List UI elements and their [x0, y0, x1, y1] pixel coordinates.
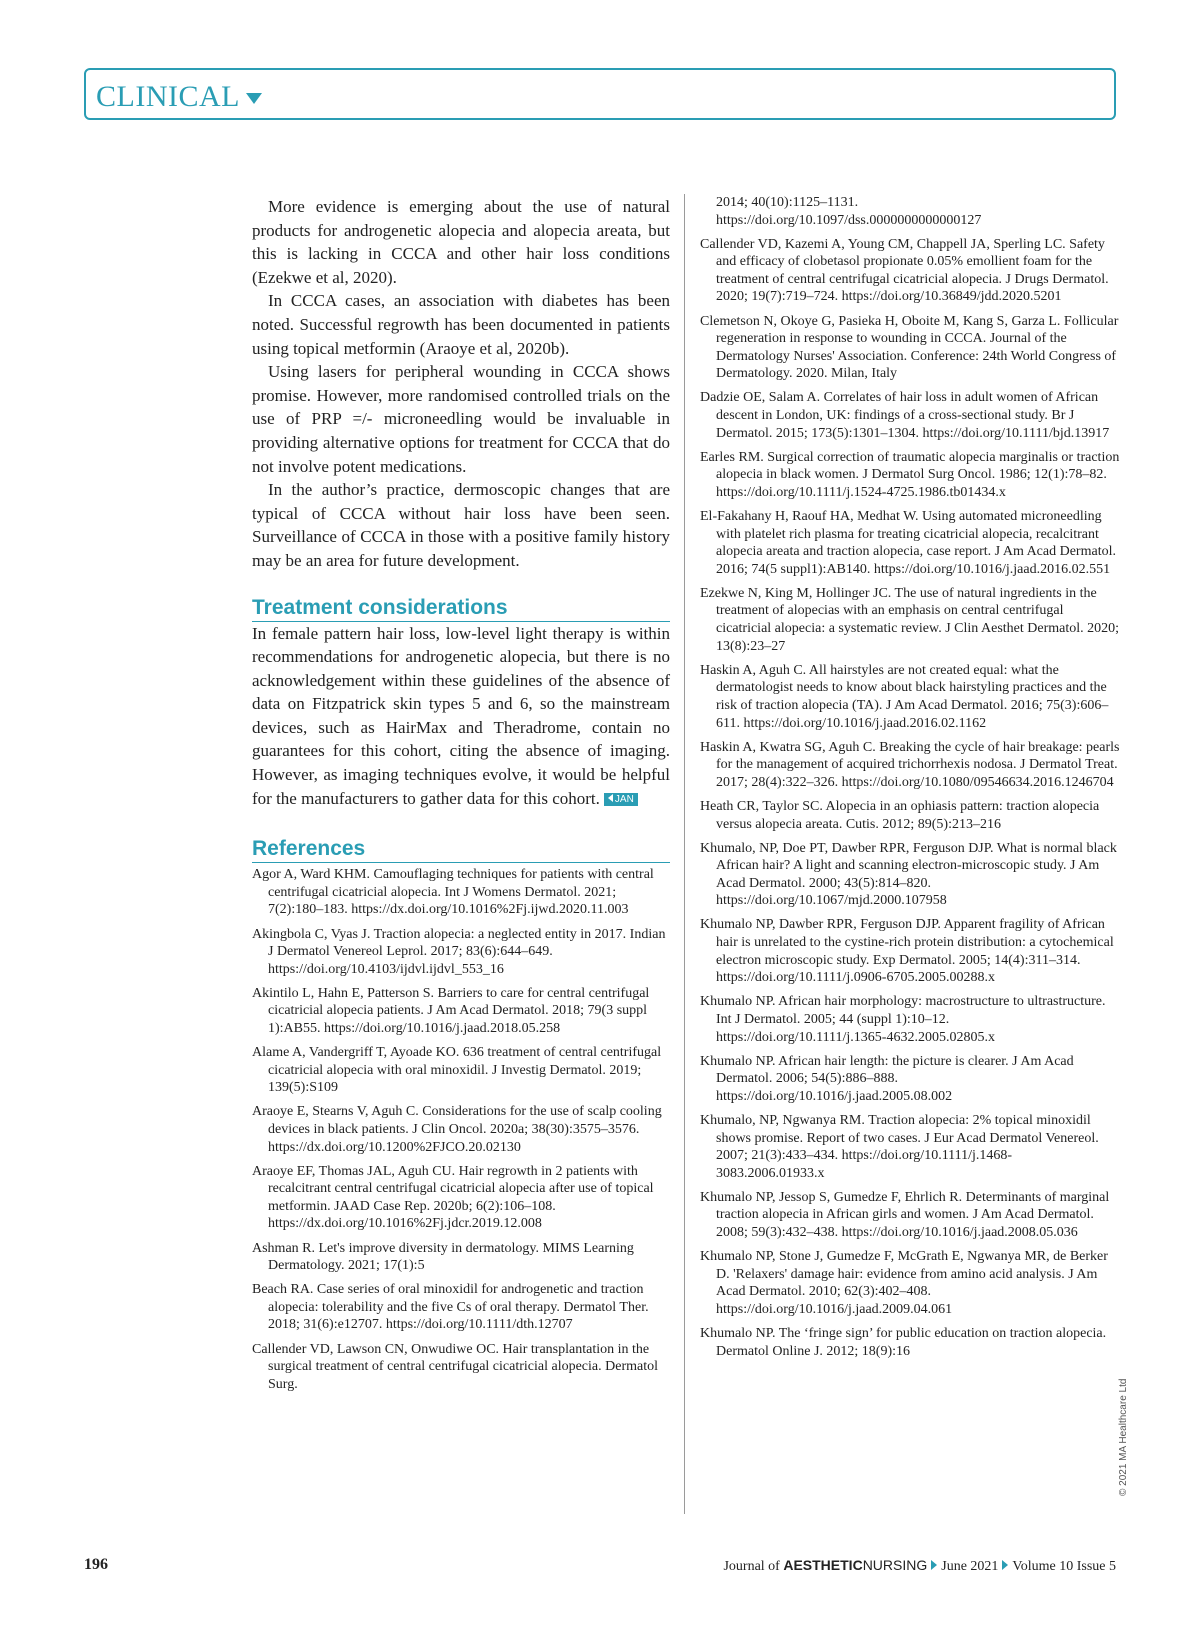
copyright-notice: © 2021 MA Healthcare Ltd [1118, 1378, 1129, 1496]
journal-name-rest: NURSING [862, 1557, 928, 1573]
reference-item: Ezekwe N, King M, Hollinger JC. The use of natural ingredients in the treatment of alopecias with an emphasis on central centrifugal cicatricial alopecia: a systematic review. J Clin Aesthet Dermatol. 2020; 13(8):23–27 [700, 585, 1120, 654]
treatment-heading: Treatment considerations [252, 595, 670, 622]
column-divider [684, 194, 685, 1514]
journal-footer [723, 1557, 1116, 1575]
arrow-left-icon [608, 794, 613, 802]
reference-continuation: 2014; 40(10):1125–1131. https://doi.org/10.1097/dss.0000000000000127 [716, 195, 982, 228]
right-column [700, 194, 1120, 1367]
reference-item: Haskin A, Kwatra SG, Aguh C. Breaking the cycle of hair breakage: pearls for the management of acquired trichorrhexis nodosa. J Dermatol Treat. 2017; 28(4):322–326. https://doi.org/10.1080/09546634.2016.1246704 [700, 739, 1120, 790]
body-paragraph: More evidence is emerging about the use of natural products for androgenetic alopecia and alopecia areata, but this is lacking in CCCA and other hair loss conditions (Ezekwe et al, 2020). [252, 197, 670, 287]
reference-item: Khumalo NP, Jessop S, Gumedze F, Ehrlich R. Determinants of marginal traction alopecia in African girls and women. J Am Acad Dermatol. 2008; 59(3):432–438. https://doi.org/10.1016/j.jaad.2008.05.036 [700, 1189, 1110, 1240]
body-paragraph: In CCCA cases, an association with diabetes has been noted. Successful regrowth has been documented in patients using topical metformin (Araoye et al, 2020b). [252, 291, 670, 358]
reference-item: Clemetson N, Okoye G, Pasieka H, Oboite M, Kang S, Garza L. Follicular regeneration in response to wounding in CCCA. Journal of the Dermatology Nurses' Association. Conference: 24th World Congress of Dermatology. 2020. Milan, Italy [700, 313, 1119, 382]
references-heading: References [252, 836, 670, 863]
reference-item: Ashman R. Let's improve diversity in dermatology. MIMS Learning Dermatology. 2021; 17(1):5 [252, 1240, 634, 1274]
reference-item: Araoye E, Stearns V, Aguh C. Considerations for the use of scalp cooling devices in black patients. J Clin Oncol. 2020a; 38(30):3575–3576. https://dx.doi.org/10.1200%2FJCO.20.02130 [252, 1104, 662, 1155]
jan-end-badge [604, 793, 638, 806]
treatment-text: In female pattern hair loss, low-level light therapy is within recommendations for androgenetic alopecia, but there is no acknowledgement within these guidelines of the absence of data on Fitzpatrick skin types 5 and 6, so the mainstream devices, such as HairMax and Theradrome, contain no guarantees for this cohort, citing the absence of imaging. However, as imaging techniques evolve, it would be helpful for the manufacturers to gather data for this cohort. [252, 623, 670, 808]
journal-prefix: Journal of [723, 1559, 780, 1574]
triangle-right-icon [931, 1560, 937, 1570]
reference-item: Khumalo NP. The ‘fringe sign’ for public education on traction alopecia. Dermatol Online J. 2012; 18(9):16 [700, 1325, 1107, 1359]
reference-item: Akintilo L, Hahn E, Patterson S. Barriers to care for central centrifugal cicatricial alopecia patients. J Am Acad Dermatol. 2018; 79(3 suppl 1):AB55. https://doi.org/10.1016/j.jaad.2018.05.258 [252, 985, 650, 1036]
reference-list-left [252, 866, 670, 1393]
issue-date: June 2021 [941, 1559, 999, 1574]
jan-badge-label: JAN [614, 793, 634, 805]
reference-item: Heath CR, Taylor SC. Alopecia in an ophiasis pattern: traction alopecia versus alopecia areata. Cutis. 2012; 89(5):213–216 [700, 798, 1100, 832]
reference-item: Khumalo NP. African hair length: the picture is clearer. J Am Acad Dermatol. 2006; 54(5):886–888. https://doi.org/10.1016/j.jaad.2005.08.002 [700, 1053, 1074, 1104]
reference-item: Khumalo NP, Stone J, Gumedze F, McGrath E, Ngwanya MR, de Berker D. 'Relaxers' damage hair: evidence from amino acid analysis. J Am Acad Dermatol. 2010; 62(3):402–408. https://doi.org/10.1016/j.jaad.2009.04.061 [700, 1249, 1108, 1317]
reference-item: Akingbola C, Vyas J. Traction alopecia: a neglected entity in 2017. Indian J Dermatol Venereol Leprol. 2017; 83(6):644–649. https://doi.org/10.4103/ijdvl.ijdvl_553_16 [252, 926, 666, 977]
section-title: CLINICAL [96, 80, 240, 113]
triangle-down-icon [246, 93, 262, 104]
triangle-right-icon [1002, 1560, 1008, 1570]
journal-name-bold: AESTHETIC [783, 1557, 863, 1573]
treatment-paragraph [252, 622, 670, 811]
reference-item: Haskin A, Aguh C. All hairstyles are not created equal: what the dermatologist needs to know about black hairstyling practices and the risk of traction alopecia (TA). J Am Acad Dermatol. 2016; 75(3):606–611. https://doi.org/10.1016/j.jaad.2016.02.1162 [700, 662, 1109, 731]
reference-item: Khumalo NP, Dawber RPR, Ferguson DJP. Apparent fragility of African hair is unrelated to the cystine-rich protein distribution: a cytochemical electron microscopic study. Exp Dermatol. 2005; 14(4):311–314. https://doi.org/10.1111/j.0906-6705.2005.00288.x [700, 917, 1114, 986]
reference-item: El-Fakahany H, Raouf HA, Medhat W. Using automated microneedling with platelet rich plasma for treating cicatricial alopecia, recalcitrant alopecia areata and traction alopecia, case report. J Am Acad Dermatol. 2016; 74(5 suppl1):AB140. https://doi.org/10.1016/j.jaad.2016.02.551 [700, 509, 1116, 577]
reference-item: Khumalo NP. African hair morphology: macrostructure to ultrastructure. Int J Dermatol. 2005; 44 (suppl 1):10–12. https://doi.org/10.1111/j.1365-4632.2005.02805.x [700, 994, 1106, 1045]
body-paragraph: Using lasers for peripheral wounding in CCCA shows promise. However, more randomised controlled trials on the use of PRP =/- microneedling would be invaluable in providing alternative options for treatment for CCCA that do not involve potent medications. [252, 362, 670, 476]
reference-item: Khumalo, NP, Doe PT, Dawber RPR, Ferguson DJP. What is normal black African hair? A light and scanning electron-microscopic study. J Am Acad Dermatol. 2000; 43(5):814–820. https://doi.org/10.1067/mjd.2000.107958 [700, 840, 1117, 909]
left-column [252, 195, 670, 1400]
body-paragraph: In the author’s practice, dermoscopic changes that are typical of CCCA without hair loss have been seen. Surveillance of CCCA in those with a positive family history may be an area for future development. [252, 480, 670, 570]
reference-item: Dadzie OE, Salam A. Correlates of hair loss in adult women of African descent in London, UK: findings of a cross-sectional study. Br J Dermatol. 2015; 173(5):1301–1304. https://doi.org/10.1111/bjd.13917 [700, 390, 1110, 441]
section-header [84, 68, 1116, 120]
reference-item: Callender VD, Kazemi A, Young CM, Chappell JA, Sperling LC. Safety and efficacy of clobetasol propionate 0.05% emollient foam for the treatment of central centrifugal cicatricial alopecia. J Drugs Dermatol. 2020; 19(7):719–724. https://doi.org/10.36849/jdd.2020.5201 [700, 236, 1109, 305]
section-label [96, 80, 262, 114]
reference-item: Beach RA. Case series of oral minoxidil for androgenetic and traction alopecia: tolerability and the five Cs of oral therapy. Dermatol Ther. 2018; 31(6):e12707. https://doi.org/10.1111/dth.12707 [252, 1282, 649, 1333]
reference-item: Alame A, Vandergriff T, Ayoade KO. 636 treatment of central centrifugal cicatricial alopecia with oral minoxidil. J Investig Dermatol. 2019; 139(5):S109 [252, 1045, 662, 1096]
reference-item: Khumalo, NP, Ngwanya RM. Traction alopecia: 2% topical minoxidil shows promise. Report of two cases. J Eur Acad Dermatol Venereol. 2007; 21(3):433–434. https://doi.org/10.1111/j.1468-3083.2006.01933.x [700, 1112, 1099, 1181]
reference-item: Araoye EF, Thomas JAL, Aguh CU. Hair regrowth in 2 patients with recalcitrant central centrifugal cicatricial alopecia after use of topical metformin. JAAD Case Rep. 2020b; 6(2):106–108. https://dx.doi.org/10.1016%2Fj.jdcr.2019.12.008 [252, 1163, 654, 1232]
page-number: 196 [84, 1556, 108, 1573]
reference-item: Agor A, Ward KHM. Camouflaging techniques for patients with central centrifugal cicatricial alopecia. Int J Womens Dermatol. 2021; 7(2):180–183. https://dx.doi.org/10.1016%2Fj.ijwd.2020.11.003 [252, 867, 654, 918]
reference-list-right [700, 194, 1120, 1360]
reference-item: Earles RM. Surgical correction of traumatic alopecia marginalis or traction alopecia in black women. J Dermatol Surg Oncol. 1986; 12(1):78–82. https://doi.org/10.1111/j.1524-4725.1986.tb01434.x [700, 449, 1120, 500]
reference-item: Callender VD, Lawson CN, Onwudiwe OC. Hair transplantation in the surgical treatment of central centrifugal cicatricial alopecia. Dermatol Surg. [252, 1341, 658, 1392]
volume-issue: Volume 10 Issue 5 [1012, 1559, 1116, 1574]
